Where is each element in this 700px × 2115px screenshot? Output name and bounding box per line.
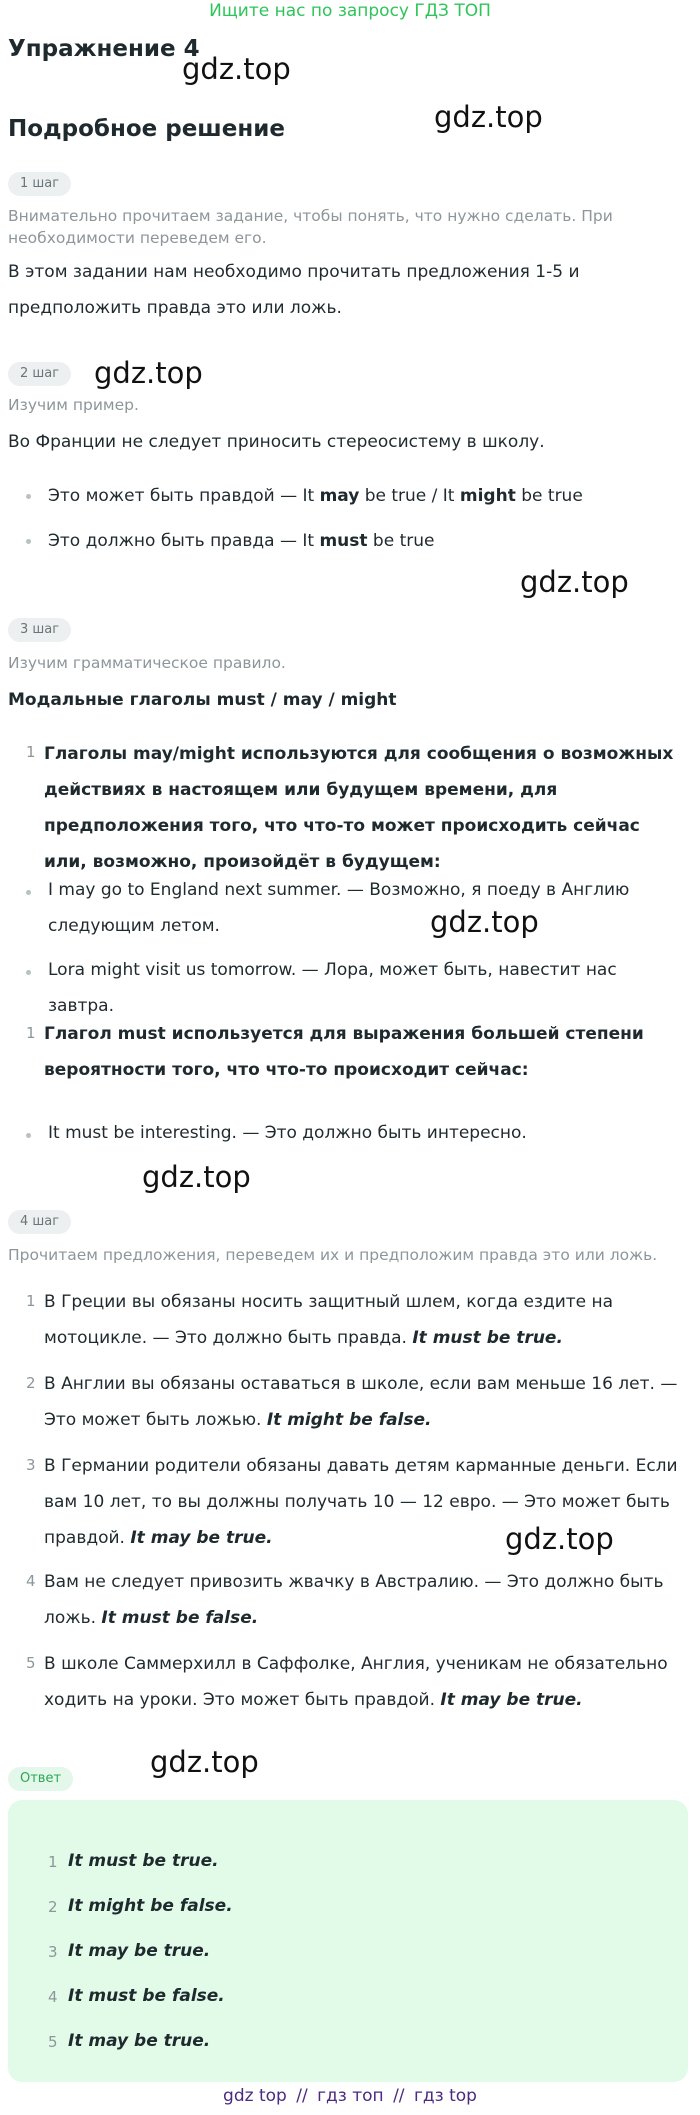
answer-item: It might be false. [68, 1896, 233, 1916]
footer-separator: // [393, 2086, 405, 2106]
sentence-item: В Германии родители обязаны давать детям карманные деньги. Если вам 10 лет, то вы должны получать 10 — 12 евро. — Это может быть правдой. It may be true. [44, 1456, 678, 1548]
answer-number: 5 [48, 2033, 58, 2051]
bullet-dot [26, 1133, 31, 1138]
step-hint: Прочитаем предложения, переведем их и предположим правда это или ложь. [8, 1246, 658, 1264]
watermark: gdz.top [94, 356, 203, 390]
page-title: Упражнение 4 [8, 36, 200, 62]
rule-number: 1 [26, 743, 36, 761]
step-hint: Изучим грамматическое правило. [8, 654, 286, 672]
footer-link[interactable]: gdz top [223, 2086, 287, 2106]
answer-number: 2 [48, 1898, 58, 1916]
footer-link[interactable]: гдз топ [317, 2086, 384, 2106]
sentence-item: В Греции вы обязаны носить защитный шлем, когда ездите на мотоцикле. — Это должно быть правда. It must be true. [44, 1292, 614, 1348]
step-badge: 3 шаг [8, 618, 71, 642]
item-number: 4 [26, 1572, 36, 1590]
bullet-dot [26, 890, 31, 895]
step-hint: Внимательно прочитаем задание, чтобы понять, что нужно сделать. При необходимости переведем его. [8, 207, 613, 247]
bullet-dot [26, 539, 31, 544]
bullet-dot [26, 494, 31, 499]
example-item: I may go to England next summer. — Возможно, я поеду в Англию следующим летом. [48, 880, 630, 936]
step-text: Во Франции не следует приносить стереосистему в школу. [8, 432, 545, 452]
answer-number: 4 [48, 1988, 58, 2006]
sentence-item: Вам не следует привозить жвачку в Австралию. — Это должно быть ложь. It must be false. [44, 1572, 664, 1628]
item-number: 5 [26, 1654, 36, 1672]
step-badge: 4 шаг [8, 1210, 71, 1234]
example-item: It must be interesting. — Это должно быть интересно. [48, 1123, 527, 1143]
sentence-item: В Англии вы обязаны оставаться в школе, если вам меньше 16 лет. — Это может быть ложью. It might be false. [44, 1374, 678, 1430]
step-badge: 1 шаг [8, 172, 71, 196]
footer-separator: // [296, 2086, 308, 2106]
example-item: Это может быть правдой — It may be true / It might be true [48, 486, 583, 506]
item-number: 3 [26, 1456, 36, 1474]
answer-item: It must be false. [68, 1986, 225, 2006]
answer-number: 3 [48, 1943, 58, 1961]
rule-text: Глаголы may/might используются для сообщения о возможных действиях в настоящем или будущем времени, для предположения того, что что-то может происходить сейчас или, возможно, произойдёт в будущем: [44, 744, 674, 872]
watermark: gdz.top [142, 1160, 251, 1194]
watermark: gdz.top [182, 52, 291, 86]
item-number: 2 [26, 1374, 36, 1392]
step-hint: Изучим пример. [8, 396, 139, 414]
item-number: 1 [26, 1292, 36, 1310]
answer-badge: Ответ [8, 1767, 73, 1791]
watermark: gdz.top [434, 100, 543, 134]
step-text: В этом задании нам необходимо прочитать предложения 1-5 и предположить правда это или ложь. [8, 262, 580, 318]
answer-item: It must be true. [68, 1851, 219, 1871]
answer-item: It may be true. [68, 2031, 211, 2051]
section-title: Подробное решение [8, 116, 285, 142]
footer-link[interactable]: гдз top [413, 2086, 477, 2106]
example-item: Это должно быть правда — It must be true [48, 531, 435, 551]
step-badge: 2 шаг [8, 362, 71, 386]
watermark: gdz.top [150, 1745, 259, 1779]
example-item: Lora might visit us tomorrow. — Лора, может быть, навестит нас завтра. [48, 960, 617, 1016]
watermark: gdz.top [505, 1522, 614, 1556]
rule-heading: Модальные глаголы must / may / might [8, 690, 397, 710]
rule-text: Глагол must используется для выражения большей степени вероятности того, что что-то происходит сейчас: [44, 1024, 644, 1080]
rule-number: 1 [26, 1024, 36, 1042]
watermark: gdz.top [520, 565, 629, 599]
sentence-item: В школе Саммерхилл в Саффолке, Англия, ученикам не обязательно ходить на уроки. Это может быть правдой. It may be true. [44, 1654, 668, 1710]
bullet-dot [26, 970, 31, 975]
answer-item: It may be true. [68, 1941, 211, 1961]
watermark: gdz.top [430, 905, 539, 939]
footer-links [0, 2086, 700, 2106]
search-banner[interactable]: Ищите нас по запросу ГДЗ ТОП [209, 1, 491, 21]
answer-number: 1 [48, 1853, 58, 1871]
